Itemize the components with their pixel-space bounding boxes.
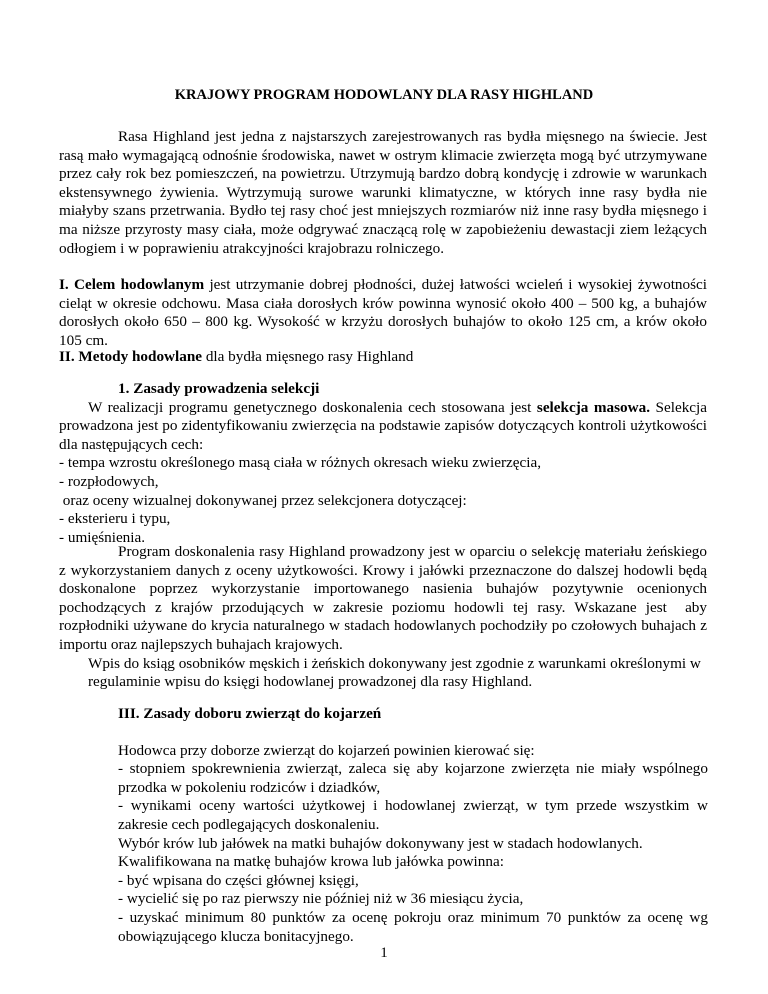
section-1-heading: I. Celem hodowlanym [59, 276, 205, 293]
section-2-heading: II. Metody hodowlane [59, 348, 203, 365]
trait-item-2: - rozpłodowych, [59, 472, 159, 490]
intro-paragraph [59, 128, 707, 258]
program-paragraph: Program doskonalenia rasy Highland prowadzony jest w oparciu o selekcję materiału żeńskiego z wykorzystaniem danych z oceny użytkowości. Krowy i jałówki przeznaczone do dalszej hodowli będą doskonalone poprzez wykorzystanie importowanego nasienia buhajów pozytywnie ocenionych pochodzących z krajów przodujących w zakresie poziomu hodowli tej rasy. Wskazane jest aby rozpłodniki używane do krycia naturalnego w stadach hodowlanych pochodziły po czołowych buhajach z importu oraz najlepszych buhajach krajowych. [59, 543, 711, 653]
section-2-paragraph-2 [59, 543, 711, 692]
section-3-line-2: Kwalifikowana na matkę buhajów krowa lub jałówka powinna: [118, 853, 504, 871]
section-3 [118, 705, 708, 946]
section-1 [59, 276, 707, 350]
section-2-heading-paragraph [59, 348, 707, 367]
section-1-paragraph [59, 276, 707, 350]
requirement-2: - wycielić się po raz pierwszy nie później niż w 36 miesiącu życia, [118, 890, 524, 908]
subsection-1-heading: 1. Zasady prowadzenia selekcji [118, 380, 320, 397]
trait-item-1: - tempa wzrostu określonego masą ciała w różnych okresach wieku zwierzęcia, [59, 454, 541, 472]
section-3-line-1: Wybór krów lub jałówek na matki buhajów dokonywany jest w stadach hodowlanych. [118, 834, 643, 852]
selection-method: selekcja masowa. [536, 398, 651, 416]
trait-item-5: - umięśnienia. [59, 528, 146, 546]
section-1-text: jest utrzymanie dobrej płodności, dużej łatwości wcieleń i wysokiej żywotności cieląt w okresie odchowu. Masa ciała dorosłych krów powinna wynosić około 400 – 500 kg, a buhajów dorosłych około 650 – 800 kg. Wysokość w krzyżu dorosłych buhajów to około 125 cm, a krów około 105 cm. [59, 276, 707, 349]
subsection-1-text-b: Selekcja prowadzona jest po zidentyfikowaniu zwierzęcia na podstawie zapisów dotyczących kontroli użytkowości dla następujących cech: [59, 398, 708, 453]
trait-item-4: - eksterieru i typu, [59, 510, 171, 528]
subsection-1-text [59, 399, 707, 455]
trait-item-3: oraz oceny wizualnej dokonywanej przez selekcjonera dotyczącej: [59, 491, 467, 509]
section-2-heading-rest: dla bydła mięsnego rasy Highland [202, 348, 414, 365]
requirement-1: - być wpisana do części głównej księgi, [118, 871, 359, 889]
intro-text: Rasa Highland jest jedna z najstarszych zarejestrowanych ras bydła mięsnego na świecie. Jest rasą mało wymagającą odnośnie środowiska, nawet w ostrym klimacie zwierzęta mogą być utrzymywane przez cały rok bez pomieszczeń, na powietrzu. Utrzymują bardzo dobrą kondycję i zdrowie w warunkach ekstensywnego żywienia. Wytrzymują surowe warunki klimatyczne, w których inne rasy bydła nie miałyby szans przetrwania. Bydło tej rasy choć jest mniejszych rozmiarów niż inne rasy bydła mięsnego i ma niższe przyrosty masy ciała, może odgrywać znaczącą rolę w zapobieżeniu dewastacji ziem leżących odłogiem i w poprawieniu atrakcyjności krajobrazu rolniczego. [59, 128, 707, 257]
requirement-3: - uzyskać minimum 80 punktów za ocenę pokroju oraz minimum 70 punktów za ocenę wg obowiązującego klucza bonitacyjnego. [118, 908, 708, 945]
section-3-intro: Hodowca przy doborze zwierząt do kojarzeń powinien kierować się: [118, 741, 535, 759]
document-title: KRAJOWY PROGRAM HODOWLANY DLA RASY HIGHLAND [174, 87, 594, 103]
subsection-1-text-a: W realizacji programu genetycznego doskonalenia cech stosowana jest [88, 398, 537, 416]
section-3-item-1: - stopniem spokrewnienia zwierząt, zaleca się aby kojarzone zwierzęta nie miały wspólnego przodka w pokoleniu rodziców i dziadków, [118, 760, 708, 796]
section-2-subsection-1 [59, 380, 707, 547]
section-3-heading: III. Zasady doboru zwierząt do kojarzeń [118, 705, 382, 722]
section-3-item-2: - wynikami oceny wartości użytkowej i hodowlanej zwierząt, w tym przede wszystkim w zakresie cech podlegających doskonaleniu. [118, 797, 708, 833]
section-2-heading-line [59, 348, 707, 367]
registration-paragraph: Wpis do ksiąg osobników męskich i żeńskich dokonywany jest zgodnie z warunkami określonymi w regulaminie wpisu do księgi hodowlanej prowadzonej dla rasy Highland. [88, 654, 709, 691]
page-number: 1 [380, 945, 388, 961]
